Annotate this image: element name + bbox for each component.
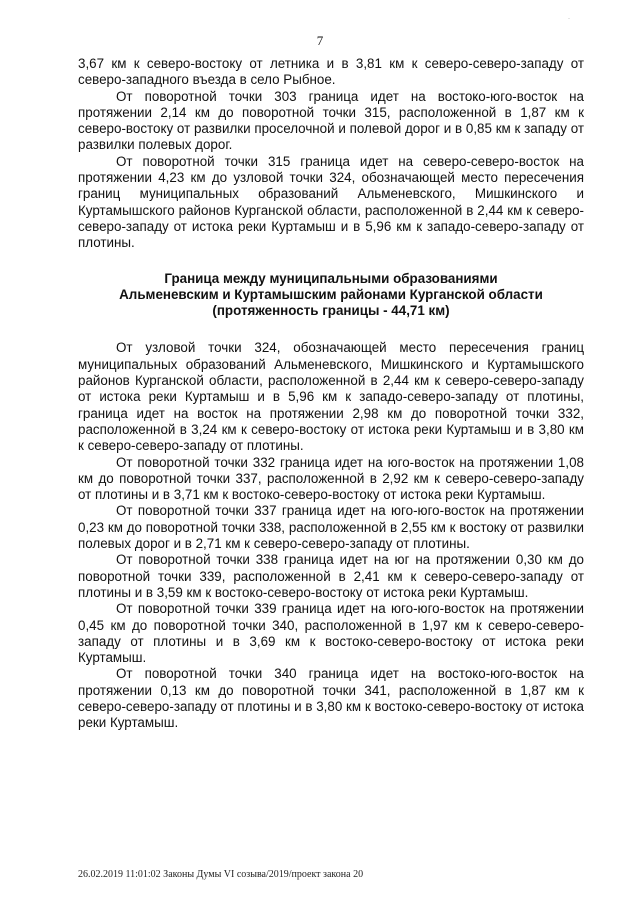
page-number: 7 bbox=[316, 33, 324, 48]
paragraph: 3,67 км к северо-востоку от летника и в 3,81 км к северо-северо-западу от северо-западного въезда в село Рыбное. bbox=[78, 56, 584, 88]
document-footer: 26.02.2019 11:01:02 Законы Думы VI созыва/2019/проект закона 20 bbox=[78, 869, 364, 880]
document-body bbox=[78, 56, 584, 732]
paragraph: От поворотной точки 332 граница идет на юго-восток на протяжении 1,08 км до поворотной точки 337, расположенной в 2,92 км к северо-северо-западу от плотины и в 3,71 км к востоко-северо-востоку от истока реки Куртамыш. bbox=[78, 454, 584, 503]
paragraph: От поворотной точки 337 граница идет на юго-юго-восток на протяжении 0,23 км до поворотной точки 338, расположенной в 2,55 км к востоку от развилки полевых дорог и в 2,71 км к северо-северо-западу от плотины. bbox=[78, 503, 584, 552]
section-heading-line: Альменевским и Куртамышским районами Курганской области bbox=[119, 286, 543, 302]
section-heading-length: (протяженность границы - 44,71 км) bbox=[212, 303, 450, 319]
corner-mark: · bbox=[568, 16, 570, 22]
paragraph: От поворотной точки 339 граница идет на юго-юго-восток на протяжении 0,45 км до поворотной точки 340, расположенной в 1,97 км к северо-северо-западу от плотины и в 3,69 км к востоко-северо-востоку от истока реки Куртамыш. bbox=[78, 601, 584, 666]
paragraph: От узловой точки 324, обозначающей место пересечения границ муниципальных образований Альменевского, Мишкинского и Куртамышского районов Курганской области, расположенной в 2,44 км к северо-северо-западу от истока реки Куртамыш и в 5,96 км к западо-северо-западу от плотины, граница идет на восток на протяжении 2,98 км до поворотной точки 332, расположенной в 3,24 км к северо-востоку от истока реки Куртамыш и в 3,80 км к северо-северо-западу от плотины. bbox=[78, 340, 584, 454]
paragraph: От поворотной точки 303 граница идет на востоко-юго-восток на протяжении 2,14 км до поворотной точки 315, расположенной в 1,87 км к северо-востоку от развилки проселочной и полевой дорог и в 0,85 км к западу от развилки полевых дорог. bbox=[78, 88, 584, 153]
section-heading bbox=[78, 271, 584, 320]
paragraph: От поворотной точки 338 граница идет на юг на протяжении 0,30 км до поворотной точки 339, расположенной в 2,41 км к северо-северо-западу от плотины и в 3,59 км к востоко-северо-востоку от истока реки Куртамыш. bbox=[78, 552, 584, 600]
paragraph: От поворотной точки 340 граница идет на востоко-юго-восток на протяжении 0,13 км до поворотной точки 341, расположенной в 1,87 км к северо-северо-западу от плотины и в 3,80 км к востоко-северо-востоку от истока реки Куртамыш. bbox=[78, 666, 584, 731]
section-heading-line: Граница между муниципальными образованиями bbox=[164, 270, 498, 286]
paragraph: От поворотной точки 315 граница идет на северо-северо-восток на протяжении 4,23 км до узловой точки 324, обозначающей место пересечения границ муниципальных образований Альменевского, Мишкинского и Куртамышского районов Курганской области, расположенной в 2,44 км к северо-северо-западу от истока реки Куртамыш и в 5,96 км к западо-северо-западу от плотины. bbox=[78, 153, 584, 251]
